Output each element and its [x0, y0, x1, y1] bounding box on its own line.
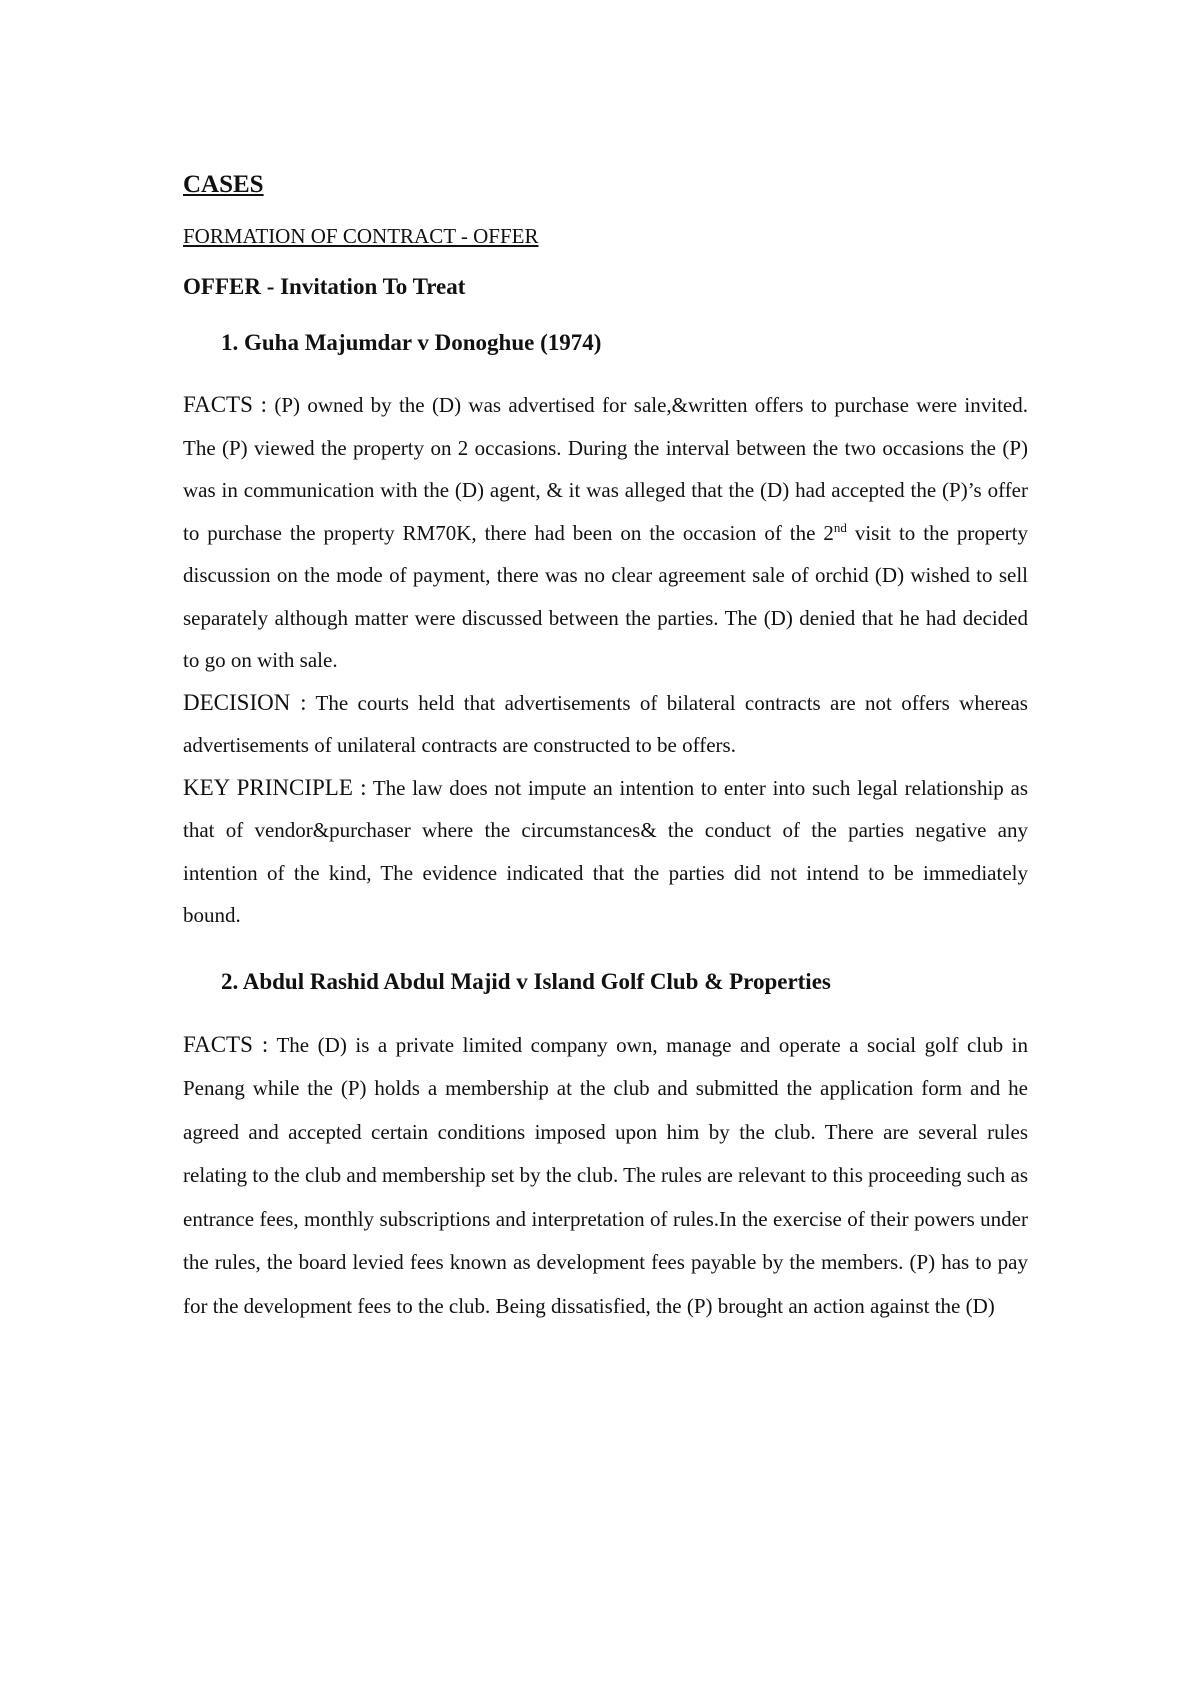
case-1-principle-text: The law does not impute an intention to enter into such legal relationship as that of vendor&purchaser where the circumstances& the conduct of the parties negative any intention of the kind, The evidence indicated that the parties did not intend to be immediately bound.: [183, 775, 1028, 927]
case-1-principle-paragraph: [183, 767, 1028, 937]
case-1-decision-label: DECISION :: [183, 689, 307, 715]
case-2-facts-label: FACTS :: [183, 1031, 269, 1057]
case-2-facts-text: The (D) is a private limited company own, manage and operate a social golf club in Penang while the (P) holds a membership at the club and submitted the application form and he agreed and accepted certain conditions imposed upon him by the club. There are several rules relating to the club and membership set by the club. The rules are relevant to this proceeding such as entrance fees, monthly subscriptions and interpretation of rules.In the exercise of their powers under the rules, the board levied fees known as development fees payable by the members. (P) has to pay for the development fees to the club. Being dissatisfied, the (P) brought an action against the (D): [183, 1032, 1028, 1318]
document-body: [183, 170, 1028, 1328]
case-1-decision-paragraph: [183, 682, 1028, 767]
case-1-principle-label: KEY PRINCIPLE :: [183, 774, 367, 800]
case-1-heading: 1. Guha Majumdar v Donoghue (1974): [221, 330, 602, 355]
case-2-heading: 2. Abdul Rashid Abdul Majid v Island Golf Club & Properties: [221, 968, 831, 994]
section-heading: OFFER - Invitation To Treat: [183, 274, 466, 299]
document-title: CASES: [183, 171, 264, 198]
document-subtitle: FORMATION OF CONTRACT - OFFER: [183, 224, 539, 248]
case-1-facts-text-a: (P) owned by the (D) was advertised for sale,&written offers to purchase were invited. The (P) viewed the property on 2 occasions. During the interval between the two occasions the (P) was in communication with the (D) agent, & it was alleged that the (D) had accepted the (P)’s offer to purchase the property RM70K, there had been on the occasion of the 2: [183, 393, 1028, 545]
case-1-facts-paragraph: [183, 384, 1028, 682]
case-1-facts-superscript: nd: [833, 519, 847, 535]
case-1-decision-text: The courts held that advertisements of bilateral contracts are not offers whereas advertisements of unilateral contracts are constructed to be offers.: [183, 690, 1028, 757]
case-1-facts-text-b: visit to the property discussion on the mode of payment, there was no clear agreement sale of orchid (D) wished to sell separately although matter were discussed between the parties. The (D) denied that he had decided to go on with sale.: [183, 520, 1028, 672]
case-1-facts-label: FACTS :: [183, 392, 268, 417]
case-2-facts-paragraph: [183, 1023, 1028, 1329]
